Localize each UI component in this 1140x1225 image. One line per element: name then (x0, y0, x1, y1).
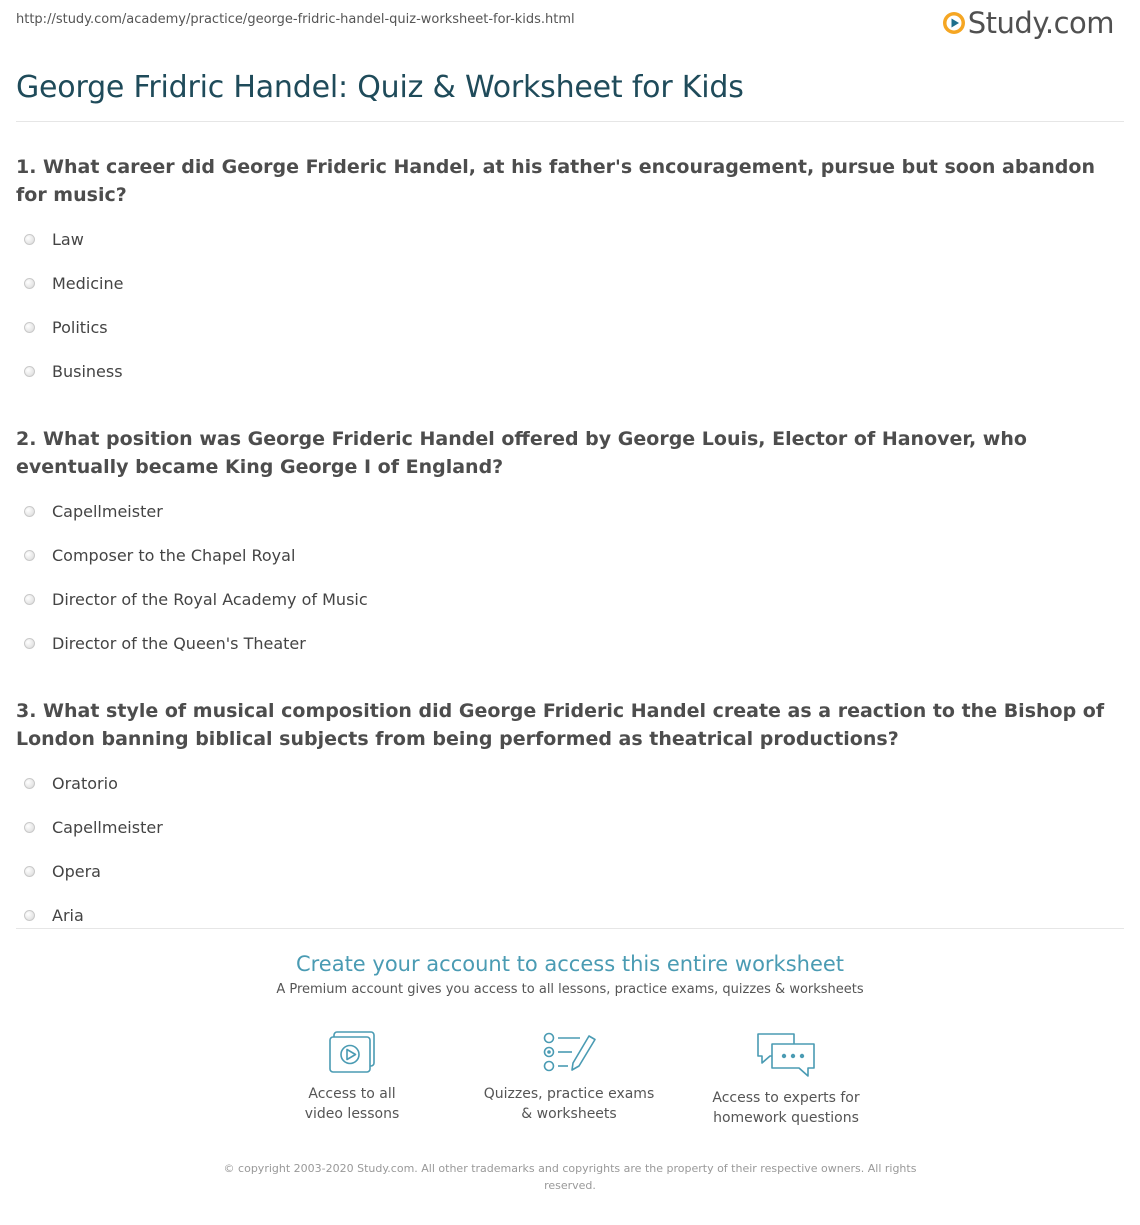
feature-line: Access to all (308, 1086, 396, 1102)
radio-icon[interactable] (24, 866, 35, 877)
question-1 (16, 153, 1126, 399)
radio-icon[interactable] (24, 822, 35, 833)
feature-line: & worksheets (521, 1106, 617, 1122)
question-text: 3. What style of musical composition did George Frideric Handel create as a reaction to the Bishop of London banning biblical subjects from being performed as theatrical productions? (16, 700, 1105, 750)
copyright-text: © copyright 2003-2020 Study.com. All other trademarks and copyrights are the property of their respective owners. All rights reserved. (223, 1162, 917, 1192)
answer-label: Opera (52, 861, 101, 881)
page-url: http://study.com/academy/practice/george-fridric-handel-quiz-worksheet-for-kids.html (16, 12, 575, 27)
cta-subtitle: A Premium account gives you access to all lessons, practice exams, quizzes & worksheets (276, 982, 864, 997)
radio-icon[interactable] (24, 234, 35, 245)
quiz-checklist-icon (540, 1030, 598, 1076)
radio-icon[interactable] (24, 278, 35, 289)
answer-option[interactable] (16, 899, 1126, 943)
answer-option[interactable] (16, 223, 1126, 267)
answer-option[interactable] (16, 855, 1126, 899)
answer-label: Capellmeister (52, 817, 163, 837)
answer-label: Medicine (52, 273, 124, 293)
chat-bubbles-icon (754, 1030, 818, 1080)
answer-option[interactable] (16, 767, 1126, 811)
feature-quizzes (469, 1030, 669, 1124)
study-logo[interactable] (942, 6, 1114, 40)
answer-label: Director of the Royal Academy of Music (52, 589, 368, 609)
answer-option[interactable] (16, 311, 1126, 355)
answer-label: Business (52, 361, 123, 381)
radio-icon[interactable] (24, 550, 35, 561)
question-2 (16, 425, 1126, 671)
radio-icon[interactable] (24, 778, 35, 789)
play-circle-icon (942, 11, 966, 35)
feature-experts (686, 1030, 886, 1128)
answer-option[interactable] (16, 627, 1126, 671)
logo-text: Study.com (967, 6, 1114, 40)
page-title: George Fridric Handel: Quiz & Worksheet for Kids (16, 70, 744, 105)
feature-line: Quizzes, practice exams (483, 1086, 655, 1102)
question-text: 1. What career did George Frideric Handel, at his father's encouragement, pursue but soon abandon for music? (16, 156, 1095, 206)
answer-label: Director of the Queen's Theater (52, 633, 306, 653)
radio-icon[interactable] (24, 910, 35, 921)
radio-icon[interactable] (24, 638, 35, 649)
answer-option[interactable] (16, 583, 1126, 627)
answer-option[interactable] (16, 539, 1126, 583)
question-text: 2. What position was George Frideric Handel offered by George Louis, Elector of Hanover, who eventually became King George I of England? (16, 428, 1027, 478)
question-3 (16, 697, 1126, 943)
answer-label: Law (52, 229, 84, 249)
radio-icon[interactable] (24, 366, 35, 377)
feature-line: homework questions (713, 1110, 859, 1126)
feature-line: video lessons (304, 1106, 400, 1122)
video-lessons-icon (326, 1030, 378, 1076)
cta-divider (16, 928, 1124, 929)
answer-option[interactable] (16, 355, 1126, 399)
answer-label: Aria (52, 905, 84, 925)
answer-label: Composer to the Chapel Royal (52, 545, 296, 565)
answer-label: Oratorio (52, 773, 118, 793)
cta-title-link[interactable]: Create your account to access this entire worksheet (295, 952, 845, 976)
answer-label: Capellmeister (52, 501, 163, 521)
feature-line: Access to experts for (712, 1090, 860, 1106)
feature-video-lessons (252, 1030, 452, 1124)
question-list (16, 153, 1126, 969)
radio-icon[interactable] (24, 594, 35, 605)
answer-label: Politics (52, 317, 108, 337)
title-divider (16, 121, 1124, 122)
answer-option[interactable] (16, 495, 1126, 539)
radio-icon[interactable] (24, 506, 35, 517)
radio-icon[interactable] (24, 322, 35, 333)
answer-option[interactable] (16, 811, 1126, 855)
answer-option[interactable] (16, 267, 1126, 311)
